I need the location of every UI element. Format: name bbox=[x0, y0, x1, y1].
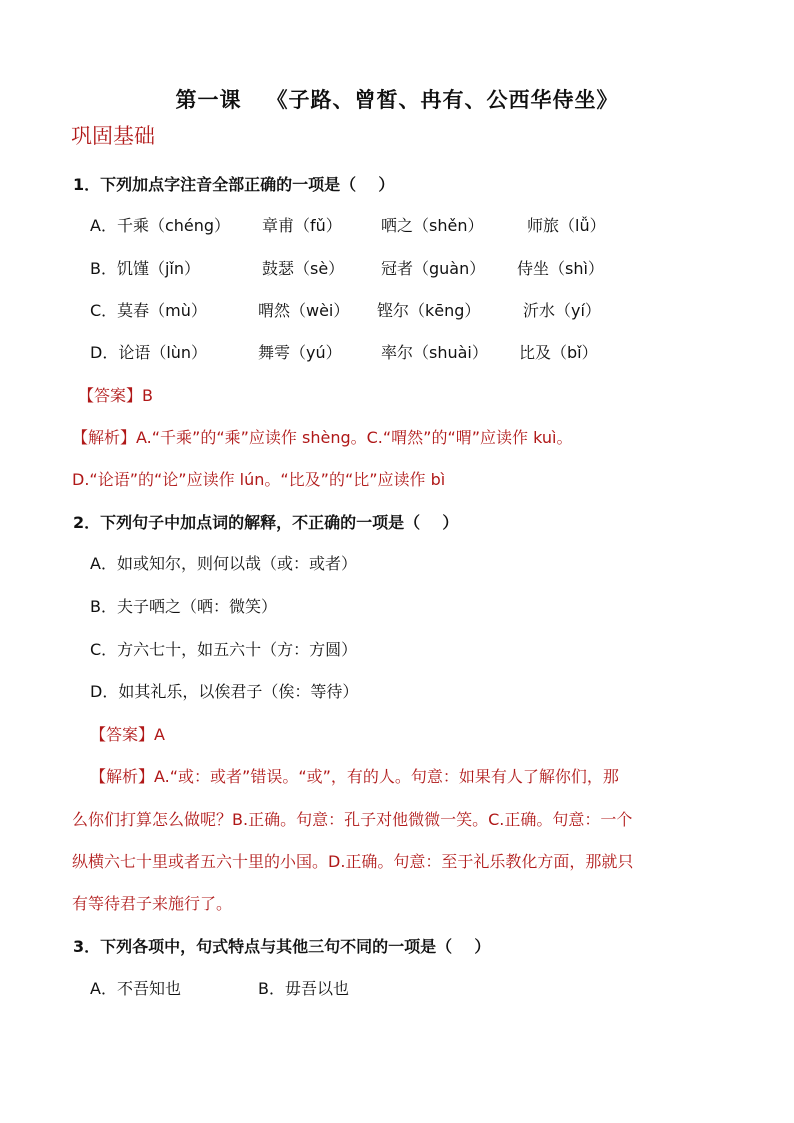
q2-option-c: C．方六七十，如五六十（方：方圆） bbox=[90, 640, 358, 659]
q2-analysis-line-2: 么你们打算怎么做呢？B.正确。句意：孔子对他微微一笑。C.正确。句意：一个 bbox=[72, 810, 633, 829]
lesson-title: 第一课 《子路、曾皙、冉有、公西华侍坐》 bbox=[175, 88, 619, 112]
question-2-stem: 2．下列句子中加点词的解释，不正确的一项是（ ） bbox=[73, 513, 459, 532]
q1-option-d-1: D．论语（lùn） bbox=[90, 343, 208, 362]
q2-option-a: A．如或知尔，则何以哉（或：或者） bbox=[90, 554, 357, 573]
question-1-stem: 1．下列加点字注音全部正确的一项是（ ） bbox=[73, 175, 395, 194]
q2-option-b: B．夫子哂之（哂：微笑） bbox=[90, 597, 277, 616]
q2-analysis-line-3: 纵横六七十里或者五六十里的小国。D.正确。句意：至于礼乐教化方面，那就只 bbox=[72, 852, 634, 871]
q1-option-c-1: C．莫春（mù） bbox=[90, 301, 207, 320]
q1-option-b-3: 冠者（guàn） bbox=[381, 259, 486, 278]
q1-option-a-1: A．千乘（chéng） bbox=[90, 216, 231, 235]
q1-option-d-3: 率尔（shuài） bbox=[381, 343, 488, 362]
q1-answer: 【答案】B bbox=[78, 386, 153, 405]
q1-option-a-2: 章甫（fǔ） bbox=[262, 216, 342, 235]
q3-option-b: B．毋吾以也 bbox=[258, 979, 349, 998]
q1-analysis-line-1: 【解析】A.“千乘”的“乘”应读作 shèng。C.“喟然”的“喟”应读作 kuì。 bbox=[72, 428, 573, 447]
q2-analysis-line-4: 有等待君子来施行了。 bbox=[72, 894, 233, 913]
q1-option-d-4: 比及（bǐ） bbox=[519, 343, 598, 362]
q2-answer: 【答案】A bbox=[90, 725, 165, 744]
q1-option-a-4: 师旅（lǚ） bbox=[527, 216, 606, 235]
question-3-stem: 3．下列各项中，句式特点与其他三句不同的一项是（ ） bbox=[73, 937, 491, 956]
q1-option-a-3: 哂之（shěn） bbox=[381, 216, 484, 235]
q3-option-a: A．不吾知也 bbox=[90, 979, 181, 998]
q1-option-d-2: 舞雩（yú） bbox=[258, 343, 342, 362]
q2-option-d: D．如其礼乐，以俟君子（俟：等待） bbox=[90, 682, 359, 701]
q1-analysis-line-2: D.“论语”的“论”应读作 lún。“比及”的“比”应读作 bì bbox=[72, 470, 446, 489]
q1-option-b-4: 侍坐（shì） bbox=[517, 259, 604, 278]
q1-option-b-2: 鼓瑟（sè） bbox=[262, 259, 345, 278]
q1-option-c-3: 铿尔（kēng） bbox=[377, 301, 481, 320]
q1-option-c-2: 喟然（wèi） bbox=[258, 301, 350, 320]
section-heading: 巩固基础 bbox=[71, 124, 155, 148]
q2-analysis-line-1: 【解析】A.“或：或者”错误。“或”，有的人。句意：如果有人了解你们，那 bbox=[90, 767, 619, 786]
q1-option-b-1: B．饥馑（jǐn） bbox=[90, 259, 201, 278]
q1-option-c-4: 沂水（yí） bbox=[523, 301, 601, 320]
